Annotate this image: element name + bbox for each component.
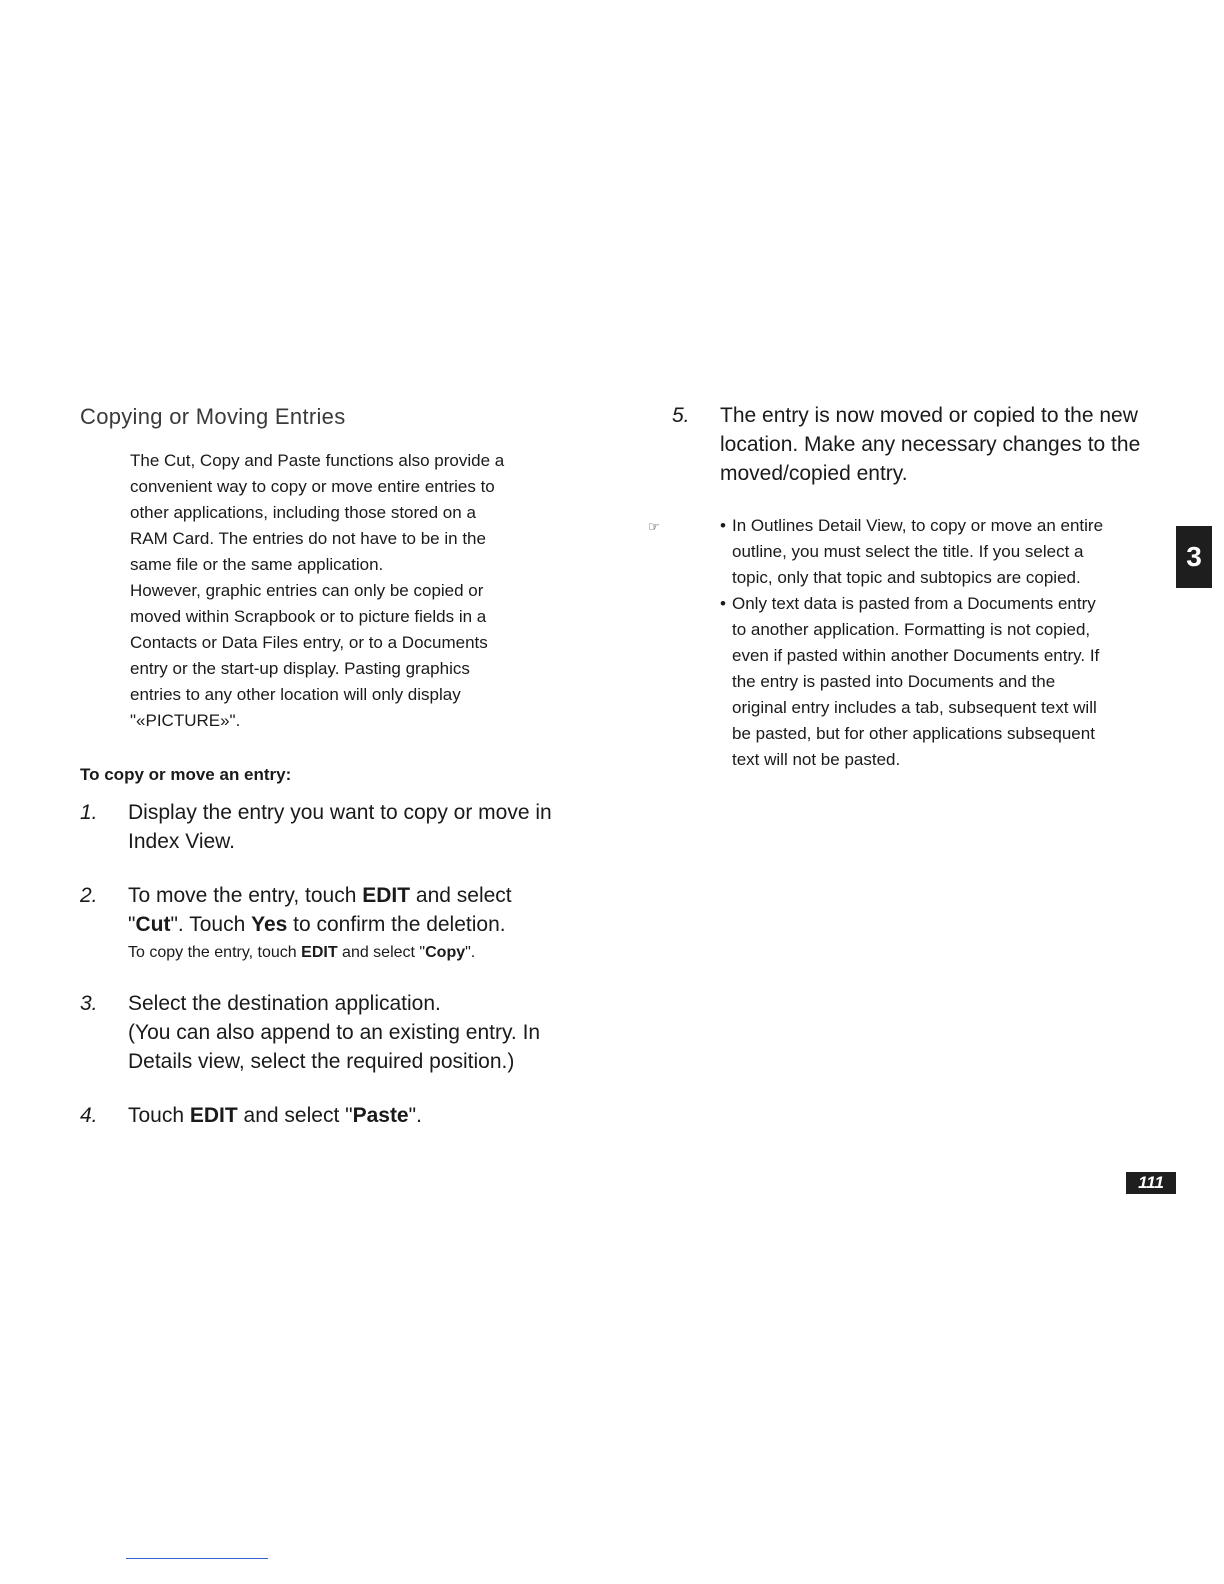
intro-line: convenient way to copy or move entire entries to (130, 477, 495, 496)
step-line: (You can also append to an existing entry. In (128, 1021, 541, 1044)
step-line: Index View. (128, 830, 236, 853)
step-text-part: To move the entry, touch (128, 884, 363, 907)
note-line: • Only text data is pasted from a Documents entry (732, 594, 1096, 613)
pointing-hand-icon: ☞ (648, 519, 659, 534)
yes-keyword: Yes (251, 913, 288, 936)
note-line: the entry is pasted into Documents and the (732, 672, 1056, 691)
intro-line: same file or the same application. (130, 555, 384, 574)
intro-line: entries to any other location will only display (130, 685, 461, 704)
step-text-part: and select (410, 884, 512, 907)
step-text-part: ". (408, 1104, 422, 1127)
page-number: 111 (1126, 1172, 1176, 1194)
edit-keyword: EDIT (301, 944, 338, 961)
step-1 (80, 798, 580, 858)
step-text (128, 881, 568, 965)
step-line: location. Make any necessary changes to the (720, 433, 1141, 456)
step-text-part: " (128, 913, 136, 936)
step-line: The entry is now moved or copied to the new (720, 404, 1138, 427)
edit-keyword: EDIT (362, 884, 411, 907)
notes-list (720, 513, 1165, 773)
step-number: 5. (672, 404, 690, 427)
intro-line: RAM Card. The entries do not have to be in the (130, 529, 486, 548)
step-number: 1. (80, 801, 98, 824)
note-line: original entry includes a tab, subsequent text will (732, 698, 1097, 717)
intro-line: moved within Scrapbook or to picture fields in a (130, 607, 487, 626)
step-line (128, 1101, 568, 1130)
copy-keyword: Copy (425, 944, 466, 961)
intro-line: However, graphic entries can only be copied or (130, 581, 484, 600)
section-title: Copying or Moving Entries (80, 404, 346, 429)
step-number: 3. (80, 992, 98, 1015)
intro-line: Contacts or Data Files entry, or to a Documents (130, 633, 488, 652)
step-number: 4. (80, 1104, 98, 1127)
step-text (720, 401, 1160, 488)
step-subnote (128, 941, 568, 965)
intro-line: other applications, including those stored on a (130, 503, 476, 522)
note-line: • In Outlines Detail View, to copy or move an entire (732, 516, 1104, 535)
step-text-part: to confirm the deletion. (287, 913, 506, 936)
step-text-part: ". Touch (170, 913, 252, 936)
intro-line: entry or the start-up display. Pasting graphics (130, 659, 470, 678)
note-line: text will not be pasted. (732, 750, 901, 769)
chapter-tab: 3 (1176, 526, 1212, 588)
step-number: 2. (80, 884, 98, 907)
note-line: topic, only that topic and subtopics are copied. (732, 568, 1081, 587)
step-5 (672, 401, 1172, 491)
step-3 (80, 989, 580, 1079)
edit-keyword: EDIT (189, 1104, 238, 1127)
procedure-heading: To copy or move an entry: (80, 765, 292, 784)
step-line: Details view, select the required position.) (128, 1050, 515, 1073)
note-item (720, 513, 1165, 591)
step-text-part: ". (465, 944, 476, 961)
step-text (128, 989, 568, 1076)
paste-keyword: Paste (352, 1104, 409, 1127)
step-4 (80, 1101, 580, 1131)
step-text (128, 1101, 568, 1130)
step-text (128, 798, 568, 856)
cut-keyword: Cut (135, 913, 171, 936)
intro-line: "«PICTURE»". (130, 711, 241, 730)
note-line: be pasted, but for other applications subsequent (732, 724, 1095, 743)
step-text-part: and select " (237, 1104, 353, 1127)
note-line: even if pasted within another Documents entry. If (732, 646, 1100, 665)
note-line: to another application. Formatting is not copied, (732, 620, 1091, 639)
step-text-part: To copy the entry, touch (128, 944, 302, 961)
step-text-part: and select " (337, 944, 426, 961)
note-line: outline, you must select the title. If you select a (732, 542, 1084, 561)
step-line: Display the entry you want to copy or move in (128, 801, 552, 824)
intro-paragraph (130, 448, 570, 734)
step-2 (80, 881, 580, 971)
step-line: Select the destination application. (128, 992, 441, 1015)
step-line (128, 881, 568, 910)
footer-divider (126, 1558, 268, 1559)
intro-line: The Cut, Copy and Paste functions also provide a (130, 451, 505, 470)
step-line: moved/copied entry. (720, 462, 908, 485)
step-line (128, 910, 568, 939)
note-item (720, 591, 1165, 773)
step-text-part: Touch (128, 1104, 190, 1127)
